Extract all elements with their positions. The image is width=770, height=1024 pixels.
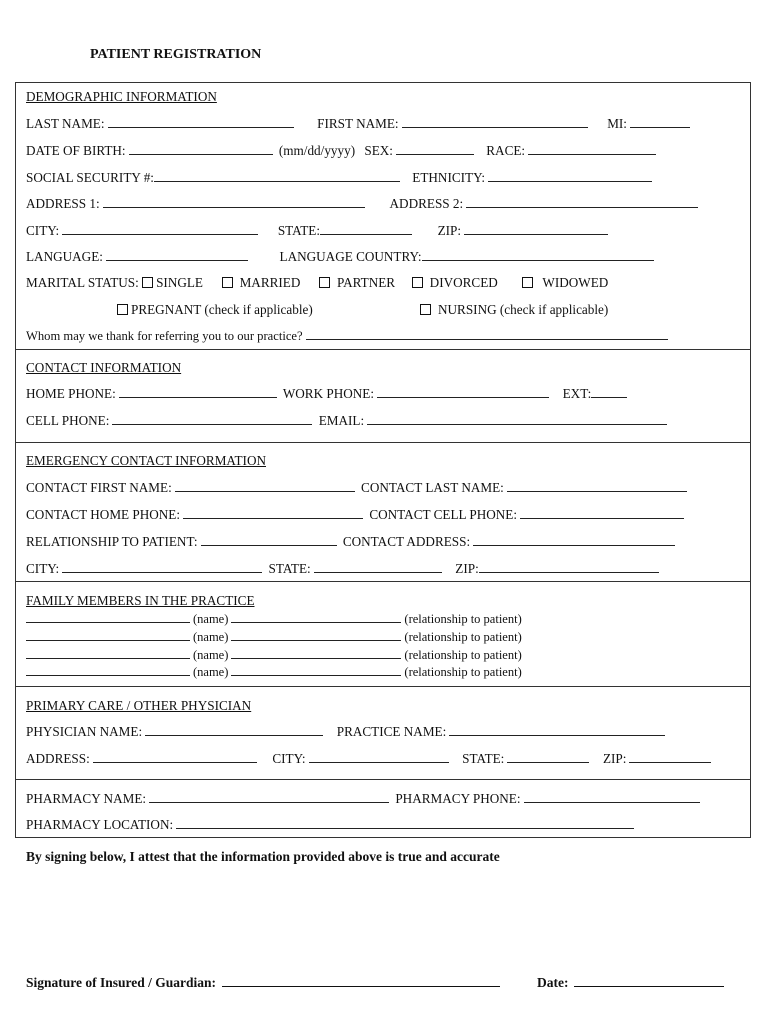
physician-zip-field[interactable]	[629, 751, 711, 763]
physician-section	[15, 686, 751, 780]
mi-label: MI:	[607, 116, 627, 131]
emergency-state-field[interactable]	[314, 561, 442, 573]
date-label: Date:	[537, 975, 569, 990]
marital-status-label: MARITAL STATUS:	[26, 275, 139, 290]
address1-label: ADDRESS 1:	[26, 196, 100, 211]
cell-phone-label: CELL PHONE:	[26, 413, 110, 428]
contact-heading: CONTACT INFORMATION	[26, 360, 182, 375]
zip-label: ZIP:	[437, 223, 462, 238]
city-field[interactable]	[62, 223, 258, 235]
pharmacy-name-label: PHARMACY NAME:	[26, 791, 147, 806]
first-name-field[interactable]	[402, 116, 588, 128]
contact-last-name-field[interactable]	[507, 480, 687, 492]
partner-checkbox[interactable]	[319, 277, 330, 288]
zip-field[interactable]	[464, 223, 608, 235]
city-label: CITY:	[26, 223, 60, 238]
email-field[interactable]	[367, 413, 667, 425]
emergency-section	[15, 442, 751, 582]
practice-name-label: PRACTICE NAME:	[336, 724, 447, 739]
address2-label: ADDRESS 2:	[389, 196, 464, 211]
contact-section	[15, 349, 751, 443]
home-phone-label: HOME PHONE:	[26, 386, 116, 401]
married-checkbox[interactable]	[222, 277, 233, 288]
language-label: LANGUAGE:	[26, 249, 103, 264]
referral-label: Whom may we thank for referring you to our practice?	[26, 329, 303, 343]
language-country-label: LANGUAGE COUNTRY:	[279, 249, 422, 264]
name-label: (name)	[193, 630, 229, 644]
contact-address-field[interactable]	[473, 534, 675, 546]
family-member-field[interactable]	[26, 664, 190, 676]
family-relationship-field[interactable]	[231, 647, 401, 659]
address1-field[interactable]	[103, 196, 365, 208]
single-label: SINGLE	[156, 275, 203, 290]
nursing-label: NURSING (check if applicable)	[438, 302, 609, 317]
referral-field[interactable]	[306, 328, 668, 340]
address2-field[interactable]	[466, 196, 698, 208]
contact-last-name-label: CONTACT LAST NAME:	[361, 480, 504, 495]
family-member-field[interactable]	[26, 611, 190, 623]
demographic-section	[15, 82, 751, 350]
physician-heading: PRIMARY CARE / OTHER PHYSICIAN	[26, 698, 252, 713]
date-field[interactable]	[574, 972, 724, 987]
pharmacy-location-label: PHARMACY LOCATION:	[26, 817, 174, 832]
family-row	[26, 611, 522, 627]
contact-home-phone-field[interactable]	[183, 507, 363, 519]
date-block	[537, 972, 724, 991]
relationship-label: (relationship to patient)	[404, 612, 522, 626]
signature-label: Signature of Insured / Guardian:	[26, 975, 217, 990]
race-field[interactable]	[528, 143, 656, 155]
work-phone-field[interactable]	[377, 386, 549, 398]
relationship-label: RELATIONSHIP TO PATIENT:	[26, 534, 198, 549]
relationship-label: (relationship to patient)	[404, 665, 522, 679]
family-relationship-field[interactable]	[231, 664, 401, 676]
family-relationship-field[interactable]	[231, 629, 401, 641]
ethnicity-field[interactable]	[488, 170, 652, 182]
physician-city-label: CITY:	[272, 751, 306, 766]
ethnicity-label: ETHNICITY:	[412, 170, 486, 185]
contact-address-label: CONTACT ADDRESS:	[342, 534, 471, 549]
race-label: RACE:	[486, 143, 526, 158]
sex-label: SEX:	[364, 143, 393, 158]
signature-field[interactable]	[222, 972, 500, 987]
pregnant-checkbox[interactable]	[117, 304, 128, 315]
relationship-label: (relationship to patient)	[404, 630, 522, 644]
first-name-label: FIRST NAME:	[317, 116, 399, 131]
emergency-heading: EMERGENCY CONTACT INFORMATION	[26, 453, 266, 468]
emergency-zip-label: ZIP:	[455, 561, 479, 576]
divorced-checkbox[interactable]	[412, 277, 423, 288]
physician-name-field[interactable]	[145, 724, 323, 736]
signature-block	[26, 972, 500, 991]
widowed-checkbox[interactable]	[522, 277, 533, 288]
physician-city-field[interactable]	[309, 751, 449, 763]
attestation-text: By signing below, I attest that the information provided above is true and accurate	[26, 849, 500, 864]
ext-field[interactable]	[591, 386, 627, 398]
married-label: MARRIED	[239, 275, 301, 290]
last-name-label: LAST NAME:	[26, 116, 105, 131]
nursing-checkbox[interactable]	[420, 304, 431, 315]
contact-first-name-label: CONTACT FIRST NAME:	[26, 480, 172, 495]
family-section	[15, 581, 751, 687]
ext-label: EXT:	[562, 386, 592, 401]
name-label: (name)	[193, 612, 229, 626]
family-row	[26, 647, 522, 663]
relationship-label: (relationship to patient)	[404, 648, 522, 662]
pharmacy-section	[15, 779, 751, 838]
email-label: EMAIL:	[318, 413, 365, 428]
home-phone-field[interactable]	[119, 386, 277, 398]
work-phone-label: WORK PHONE:	[282, 386, 375, 401]
language-country-field[interactable]	[422, 249, 654, 261]
contact-cell-phone-label: CONTACT CELL PHONE:	[369, 507, 517, 522]
family-member-field[interactable]	[26, 629, 190, 641]
sex-field[interactable]	[396, 143, 474, 155]
physician-state-label: STATE:	[462, 751, 505, 766]
family-relationship-field[interactable]	[231, 611, 401, 623]
cell-phone-field[interactable]	[112, 413, 312, 425]
contact-first-name-field[interactable]	[175, 480, 355, 492]
physician-state-field[interactable]	[507, 751, 589, 763]
family-row	[26, 664, 522, 680]
ssn-field[interactable]	[154, 170, 400, 182]
emergency-state-label: STATE:	[268, 561, 311, 576]
page-title: PATIENT REGISTRATION	[90, 47, 262, 62]
mi-field[interactable]	[630, 116, 690, 128]
practice-name-field[interactable]	[449, 724, 665, 736]
state-field[interactable]	[320, 223, 412, 235]
partner-label: PARTNER	[336, 275, 396, 290]
contact-cell-phone-field[interactable]	[520, 507, 684, 519]
family-heading: FAMILY MEMBERS IN THE PRACTICE	[26, 593, 255, 608]
pharmacy-name-field[interactable]	[149, 791, 389, 803]
name-label: (name)	[193, 665, 229, 679]
physician-zip-label: ZIP:	[602, 751, 627, 766]
widowed-label: WIDOWED	[542, 275, 609, 290]
pharmacy-phone-field[interactable]	[524, 791, 700, 803]
emergency-city-field[interactable]	[62, 561, 262, 573]
dob-field[interactable]	[129, 143, 273, 155]
pregnant-label: PREGNANT (check if applicable)	[131, 302, 313, 317]
state-label: STATE:	[277, 223, 320, 238]
last-name-field[interactable]	[108, 116, 294, 128]
dob-format: (mm/dd/yyyy)	[278, 143, 356, 158]
ssn-label: SOCIAL SECURITY #:	[26, 170, 154, 185]
divorced-label: DIVORCED	[429, 275, 498, 290]
name-label: (name)	[193, 648, 229, 662]
single-checkbox[interactable]	[142, 277, 153, 288]
pharmacy-phone-label: PHARMACY PHONE:	[395, 791, 521, 806]
emergency-zip-field[interactable]	[479, 561, 659, 573]
physician-name-label: PHYSICIAN NAME:	[26, 724, 143, 739]
physician-address-label: ADDRESS:	[26, 751, 90, 766]
family-member-field[interactable]	[26, 647, 190, 659]
physician-address-field[interactable]	[93, 751, 257, 763]
dob-label: DATE OF BIRTH:	[26, 143, 126, 158]
emergency-city-label: CITY:	[26, 561, 60, 576]
demographic-heading: DEMOGRAPHIC INFORMATION	[26, 89, 217, 104]
language-field[interactable]	[106, 249, 248, 261]
family-row	[26, 629, 522, 645]
pharmacy-location-field[interactable]	[176, 817, 634, 829]
contact-home-phone-label: CONTACT HOME PHONE:	[26, 507, 181, 522]
relationship-field[interactable]	[201, 534, 337, 546]
